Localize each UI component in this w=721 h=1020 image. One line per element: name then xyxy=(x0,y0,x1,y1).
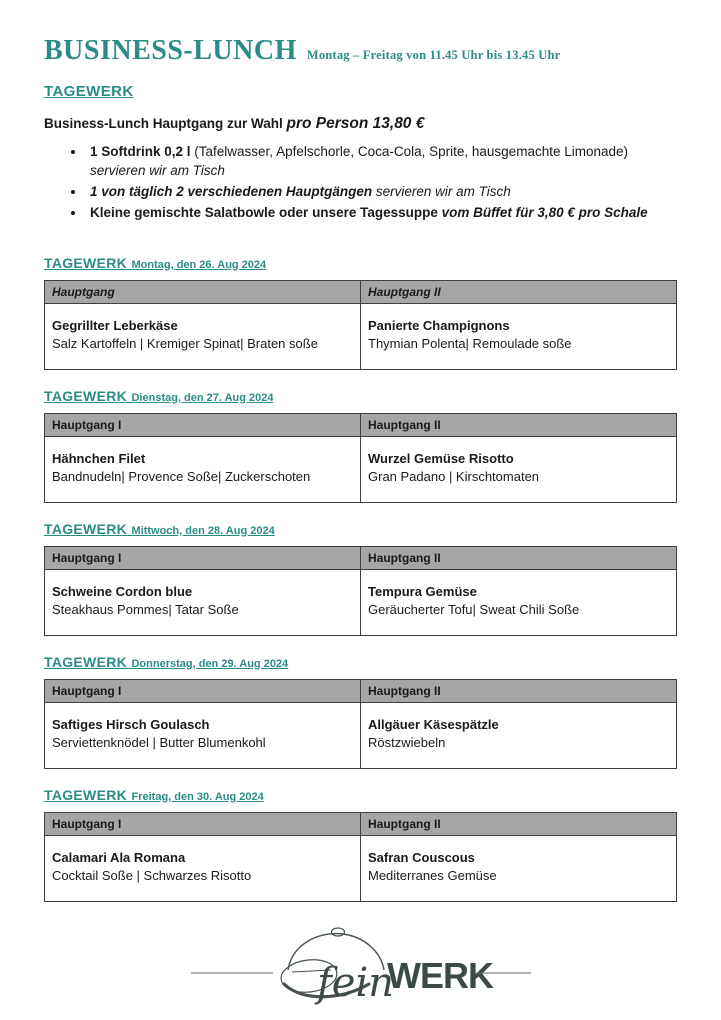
day-heading-label: TAGEWERK xyxy=(44,388,128,404)
logo-word-text: WERK xyxy=(386,955,493,996)
intro-price: pro Person 13,80 € xyxy=(286,115,425,132)
table-header-row xyxy=(45,813,677,836)
day-heading-date: Dienstag, den 27. Aug 2024 xyxy=(131,392,274,404)
menu-table-freitag xyxy=(44,812,677,902)
menu-table-dienstag xyxy=(44,413,677,503)
intro-line xyxy=(44,115,677,133)
col-header-hauptgang-1: Hauptgang I xyxy=(45,547,361,570)
menu-table-montag xyxy=(44,280,677,370)
dish-title: Allgäuer Käsespätzle xyxy=(368,717,499,732)
bullet-salat xyxy=(86,203,677,222)
menu-table-mittwoch xyxy=(44,546,677,636)
dish-title: Safran Couscous xyxy=(368,850,475,865)
table-header-row xyxy=(45,414,677,437)
table-body-row xyxy=(45,836,677,902)
dish-cell-1 xyxy=(45,304,361,370)
day-section-dienstag xyxy=(44,386,677,503)
tagewerk-heading: TAGEWERK xyxy=(44,83,134,100)
day-heading-date: Donnerstag, den 29. Aug 2024 xyxy=(131,658,289,670)
col-header-hauptgang-2: Hauptgang II xyxy=(361,414,677,437)
day-section-mittwoch xyxy=(44,519,677,636)
dish-title: Schweine Cordon blue xyxy=(52,584,193,599)
dish-title: Panierte Champignons xyxy=(368,318,510,333)
table-header-row xyxy=(45,281,677,304)
bullet-hauptgang-italic: servieren wir am Tisch xyxy=(372,184,511,199)
col-header-hauptgang-2: Hauptgang II xyxy=(361,547,677,570)
table-body-row xyxy=(45,570,677,636)
dish-cell-2 xyxy=(361,703,677,769)
bullet-hauptgang xyxy=(86,182,677,201)
bullet-softdrink xyxy=(86,142,677,180)
day-section-freitag xyxy=(44,785,677,902)
dish-detail: Bandnudeln| Provence Soße| Zuckerschoten xyxy=(52,469,311,484)
dish-cell-1 xyxy=(45,836,361,902)
day-heading-label: TAGEWERK xyxy=(44,787,128,803)
page-header xyxy=(44,36,677,66)
dish-detail: Mediterranes Gemüse xyxy=(368,868,497,883)
day-heading-mittwoch xyxy=(44,519,677,541)
bullet-hauptgang-bold: 1 von täglich 2 verschiedenen Hauptgängen xyxy=(90,184,373,199)
col-header-hauptgang-1: Hauptgang I xyxy=(45,813,361,836)
page-subtitle: Montag – Freitag von 11.45 Uhr bis 13.45 Uhr xyxy=(306,48,561,62)
col-header-hauptgang-1: Hauptgang I xyxy=(45,414,361,437)
day-heading-label: TAGEWERK xyxy=(44,521,128,537)
table-body-row xyxy=(45,304,677,370)
table-header-row xyxy=(45,680,677,703)
dish-cell-2 xyxy=(361,437,677,503)
day-heading-date: Freitag, den 30. Aug 2024 xyxy=(131,791,264,803)
day-heading-montag xyxy=(44,253,677,275)
day-heading-dienstag xyxy=(44,386,677,408)
menu-table-donnerstag xyxy=(44,679,677,769)
feinwerk-logo-icon xyxy=(191,926,531,1012)
dish-title: Hähnchen Filet xyxy=(52,451,146,466)
bullet-softdrink-line2: servieren wir am Tisch xyxy=(90,163,225,178)
bullet-softdrink-rest: (Tafelwasser, Apfelschorle, Coca-Cola, Sprite, hausgemachte Limonade) xyxy=(190,144,629,159)
dish-detail: Thymian Polenta| Remoulade soße xyxy=(368,336,572,351)
day-heading-date: Mittwoch, den 28. Aug 2024 xyxy=(131,525,275,537)
bullet-salat-italic: vom Büffet für 3,80 € pro Schale xyxy=(437,205,648,220)
day-heading-donnerstag xyxy=(44,652,677,674)
day-heading-label: TAGEWERK xyxy=(44,255,128,271)
col-header-hauptgang-2: Hauptgang II xyxy=(361,680,677,703)
dish-title: Gegrillter Leberkäse xyxy=(52,318,178,333)
table-header-row xyxy=(45,547,677,570)
page-title: BUSINESS-LUNCH xyxy=(44,35,297,66)
dish-detail: Cocktail Soße | Schwarzes Risotto xyxy=(52,868,252,883)
logo-script-text: fein xyxy=(316,960,394,1006)
dish-detail: Röstzwiebeln xyxy=(368,735,446,750)
dish-cell-1 xyxy=(45,570,361,636)
bullet-softdrink-bold: 1 Softdrink 0,2 l xyxy=(90,144,191,159)
dish-detail: Geräucherter Tofu| Sweat Chili Soße xyxy=(368,602,580,617)
intro-text: Business-Lunch Hauptgang zur Wahl xyxy=(44,116,287,131)
table-body-row xyxy=(45,703,677,769)
dish-cell-2 xyxy=(361,304,677,370)
dish-title: Tempura Gemüse xyxy=(368,584,477,599)
col-header-hauptgang-2: Hauptgang II xyxy=(361,813,677,836)
col-header-hauptgang-1: Hauptgang I xyxy=(45,680,361,703)
dish-cell-1 xyxy=(45,703,361,769)
dish-title: Saftiges Hirsch Goulasch xyxy=(52,717,210,732)
dish-detail: Gran Padano | Kirschtomaten xyxy=(368,469,540,484)
bullet-salat-bold: Kleine gemischte Salatbowle oder unsere Tagessuppe xyxy=(90,205,438,220)
dish-cell-1 xyxy=(45,437,361,503)
dish-cell-2 xyxy=(361,836,677,902)
dish-title: Calamari Ala Romana xyxy=(52,850,186,865)
dish-title: Wurzel Gemüse Risotto xyxy=(368,451,514,466)
day-heading-date: Montag, den 26. Aug 2024 xyxy=(131,259,267,271)
day-heading-label: TAGEWERK xyxy=(44,654,128,670)
dish-cell-2 xyxy=(361,570,677,636)
col-header-hauptgang-2: Hauptgang II xyxy=(361,281,677,304)
day-heading-freitag xyxy=(44,785,677,807)
day-section-donnerstag xyxy=(44,652,677,769)
dish-detail: Serviettenknödel | Butter Blumenkohl xyxy=(52,735,266,750)
day-section-montag xyxy=(44,253,677,370)
dish-detail: Salz Kartoffeln | Kremiger Spinat| Braten soße xyxy=(52,336,318,351)
footer-logo xyxy=(44,926,677,1012)
col-header-hauptgang-1: Hauptgang xyxy=(45,281,361,304)
included-items-list xyxy=(44,142,677,222)
table-body-row xyxy=(45,437,677,503)
dish-detail: Steakhaus Pommes| Tatar Soße xyxy=(52,602,239,617)
